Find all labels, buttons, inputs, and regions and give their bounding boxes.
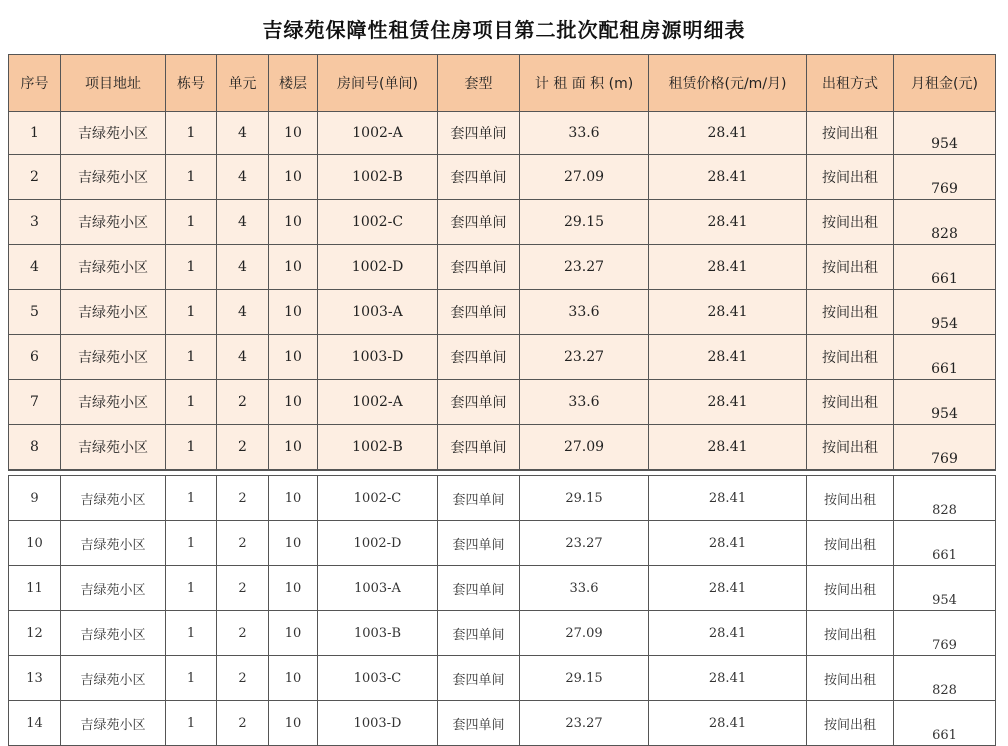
- cell-address: 吉绿苑小区: [61, 476, 166, 521]
- cell-area: 29.15: [520, 656, 649, 701]
- cell-area: 33.6: [520, 112, 649, 155]
- cell-building: 1: [166, 155, 217, 200]
- table-row: [9, 335, 996, 380]
- header-price: 租赁价格(元/m/月): [649, 55, 807, 112]
- cell-floor: 10: [269, 112, 318, 155]
- table-row: [9, 425, 996, 471]
- cell-address: 吉绿苑小区: [61, 566, 166, 611]
- cell-mode: 按间出租: [807, 476, 894, 521]
- header-room: 房间号(单间): [318, 55, 438, 112]
- cell-rent: 954: [894, 290, 996, 335]
- cell-unit: 2: [217, 611, 269, 656]
- cell-address: 吉绿苑小区: [61, 200, 166, 245]
- table-row: [9, 656, 996, 701]
- cell-type: 套四单间: [438, 566, 520, 611]
- cell-no: 9: [9, 476, 61, 521]
- cell-address: 吉绿苑小区: [61, 425, 166, 471]
- table-row: [9, 155, 996, 200]
- cell-room: 1003-C: [318, 656, 438, 701]
- cell-rent: 954: [894, 566, 996, 611]
- cell-room: 1002-C: [318, 200, 438, 245]
- cell-room: 1003-A: [318, 566, 438, 611]
- cell-type: 套四单间: [438, 380, 520, 425]
- cell-unit: 4: [217, 155, 269, 200]
- cell-no: 7: [9, 380, 61, 425]
- cell-mode: 按间出租: [807, 245, 894, 290]
- cell-unit: 4: [217, 200, 269, 245]
- cell-price: 28.41: [649, 521, 807, 566]
- cell-room: 1003-D: [318, 701, 438, 746]
- cell-address: 吉绿苑小区: [61, 245, 166, 290]
- cell-price: 28.41: [649, 656, 807, 701]
- cell-mode: 按间出租: [807, 335, 894, 380]
- cell-price: 28.41: [649, 611, 807, 656]
- cell-area: 27.09: [520, 611, 649, 656]
- cell-building: 1: [166, 380, 217, 425]
- cell-unit: 4: [217, 335, 269, 380]
- cell-room: 1002-B: [318, 425, 438, 471]
- cell-price: 28.41: [649, 476, 807, 521]
- cell-floor: 10: [269, 566, 318, 611]
- cell-floor: 10: [269, 521, 318, 566]
- table-row: [9, 290, 996, 335]
- cell-unit: 4: [217, 245, 269, 290]
- header-no: 序号: [9, 55, 61, 112]
- cell-mode: 按间出租: [807, 611, 894, 656]
- cell-unit: 2: [217, 701, 269, 746]
- cell-building: 1: [166, 656, 217, 701]
- cell-rent: 769: [894, 155, 996, 200]
- cell-floor: 10: [269, 335, 318, 380]
- cell-floor: 10: [269, 245, 318, 290]
- cell-floor: 10: [269, 611, 318, 656]
- cell-no: 10: [9, 521, 61, 566]
- cell-price: 28.41: [649, 112, 807, 155]
- table-row: [9, 566, 996, 611]
- cell-mode: 按间出租: [807, 425, 894, 471]
- cell-type: 套四单间: [438, 200, 520, 245]
- cell-rent: 769: [894, 611, 996, 656]
- cell-type: 套四单间: [438, 155, 520, 200]
- cell-floor: 10: [269, 380, 318, 425]
- cell-building: 1: [166, 566, 217, 611]
- cell-price: 28.41: [649, 245, 807, 290]
- cell-unit: 4: [217, 290, 269, 335]
- table-row: [9, 245, 996, 290]
- cell-rent: 828: [894, 476, 996, 521]
- cell-mode: 按间出租: [807, 701, 894, 746]
- cell-area: 23.27: [520, 701, 649, 746]
- cell-rent: 828: [894, 656, 996, 701]
- cell-area: 27.09: [520, 155, 649, 200]
- cell-building: 1: [166, 290, 217, 335]
- table-row: [9, 611, 996, 656]
- rental-housing-table: [8, 54, 996, 746]
- cell-area: 23.27: [520, 245, 649, 290]
- header-floor: 楼层: [269, 55, 318, 112]
- header-building: 栋号: [166, 55, 217, 112]
- cell-no: 14: [9, 701, 61, 746]
- cell-address: 吉绿苑小区: [61, 290, 166, 335]
- cell-type: 套四单间: [438, 112, 520, 155]
- cell-no: 12: [9, 611, 61, 656]
- cell-unit: 2: [217, 476, 269, 521]
- cell-no: 11: [9, 566, 61, 611]
- cell-rent: 661: [894, 701, 996, 746]
- cell-address: 吉绿苑小区: [61, 112, 166, 155]
- cell-building: 1: [166, 611, 217, 656]
- cell-building: 1: [166, 521, 217, 566]
- cell-mode: 按间出租: [807, 290, 894, 335]
- cell-price: 28.41: [649, 380, 807, 425]
- cell-building: 1: [166, 245, 217, 290]
- header-mode: 出租方式: [807, 55, 894, 112]
- cell-type: 套四单间: [438, 521, 520, 566]
- header-area: 计 租 面 积 (m): [520, 55, 649, 112]
- cell-no: 3: [9, 200, 61, 245]
- cell-type: 套四单间: [438, 611, 520, 656]
- table-row: [9, 112, 996, 155]
- cell-room: 1002-C: [318, 476, 438, 521]
- cell-floor: 10: [269, 290, 318, 335]
- table-header-row: [9, 55, 996, 112]
- cell-unit: 2: [217, 380, 269, 425]
- cell-no: 13: [9, 656, 61, 701]
- cell-mode: 按间出租: [807, 656, 894, 701]
- table-row: [9, 476, 996, 521]
- cell-address: 吉绿苑小区: [61, 701, 166, 746]
- cell-rent: 661: [894, 245, 996, 290]
- cell-floor: 10: [269, 425, 318, 471]
- cell-type: 套四单间: [438, 701, 520, 746]
- cell-no: 6: [9, 335, 61, 380]
- cell-area: 23.27: [520, 335, 649, 380]
- cell-price: 28.41: [649, 155, 807, 200]
- cell-no: 8: [9, 425, 61, 471]
- cell-no: 4: [9, 245, 61, 290]
- cell-type: 套四单间: [438, 476, 520, 521]
- cell-price: 28.41: [649, 425, 807, 471]
- cell-price: 28.41: [649, 701, 807, 746]
- cell-floor: 10: [269, 200, 318, 245]
- cell-address: 吉绿苑小区: [61, 380, 166, 425]
- cell-area: 33.6: [520, 566, 649, 611]
- cell-mode: 按间出租: [807, 566, 894, 611]
- cell-rent: 661: [894, 521, 996, 566]
- cell-area: 29.15: [520, 200, 649, 245]
- cell-address: 吉绿苑小区: [61, 155, 166, 200]
- cell-price: 28.41: [649, 335, 807, 380]
- cell-room: 1002-A: [318, 112, 438, 155]
- cell-address: 吉绿苑小区: [61, 335, 166, 380]
- table-row: [9, 200, 996, 245]
- cell-room: 1002-A: [318, 380, 438, 425]
- cell-unit: 4: [217, 112, 269, 155]
- cell-rent: 769: [894, 425, 996, 471]
- cell-price: 28.41: [649, 566, 807, 611]
- cell-unit: 2: [217, 425, 269, 471]
- cell-unit: 2: [217, 566, 269, 611]
- cell-type: 套四单间: [438, 290, 520, 335]
- cell-no: 2: [9, 155, 61, 200]
- cell-building: 1: [166, 476, 217, 521]
- cell-room: 1003-B: [318, 611, 438, 656]
- cell-mode: 按间出租: [807, 200, 894, 245]
- document-title: 吉绿苑保障性租赁住房项目第二批次配租房源明细表: [262, 18, 746, 42]
- cell-area: 23.27: [520, 521, 649, 566]
- cell-building: 1: [166, 701, 217, 746]
- cell-room: 1003-D: [318, 335, 438, 380]
- cell-type: 套四单间: [438, 656, 520, 701]
- cell-price: 28.41: [649, 290, 807, 335]
- cell-room: 1003-A: [318, 290, 438, 335]
- cell-floor: 10: [269, 476, 318, 521]
- cell-no: 5: [9, 290, 61, 335]
- cell-no: 1: [9, 112, 61, 155]
- cell-area: 29.15: [520, 476, 649, 521]
- cell-building: 1: [166, 112, 217, 155]
- cell-address: 吉绿苑小区: [61, 656, 166, 701]
- cell-floor: 10: [269, 155, 318, 200]
- cell-room: 1002-B: [318, 155, 438, 200]
- cell-area: 33.6: [520, 290, 649, 335]
- cell-building: 1: [166, 425, 217, 471]
- table-row: [9, 521, 996, 566]
- cell-address: 吉绿苑小区: [61, 611, 166, 656]
- cell-floor: 10: [269, 656, 318, 701]
- cell-building: 1: [166, 335, 217, 380]
- header-rent: 月租金(元): [894, 55, 996, 112]
- cell-area: 27.09: [520, 425, 649, 471]
- cell-mode: 按间出租: [807, 112, 894, 155]
- header-unit: 单元: [217, 55, 269, 112]
- cell-price: 28.41: [649, 200, 807, 245]
- cell-type: 套四单间: [438, 335, 520, 380]
- cell-rent: 828: [894, 200, 996, 245]
- cell-type: 套四单间: [438, 245, 520, 290]
- cell-mode: 按间出租: [807, 380, 894, 425]
- table-row: [9, 380, 996, 425]
- cell-address: 吉绿苑小区: [61, 521, 166, 566]
- cell-mode: 按间出租: [807, 155, 894, 200]
- cell-rent: 661: [894, 335, 996, 380]
- cell-unit: 2: [217, 521, 269, 566]
- table-row: [9, 701, 996, 746]
- cell-room: 1002-D: [318, 521, 438, 566]
- cell-rent: 954: [894, 380, 996, 425]
- cell-type: 套四单间: [438, 425, 520, 471]
- cell-room: 1002-D: [318, 245, 438, 290]
- header-type: 套型: [438, 55, 520, 112]
- cell-floor: 10: [269, 701, 318, 746]
- cell-mode: 按间出租: [807, 521, 894, 566]
- cell-rent: 954: [894, 112, 996, 155]
- cell-building: 1: [166, 200, 217, 245]
- header-address: 项目地址: [61, 55, 166, 112]
- cell-unit: 2: [217, 656, 269, 701]
- cell-area: 33.6: [520, 380, 649, 425]
